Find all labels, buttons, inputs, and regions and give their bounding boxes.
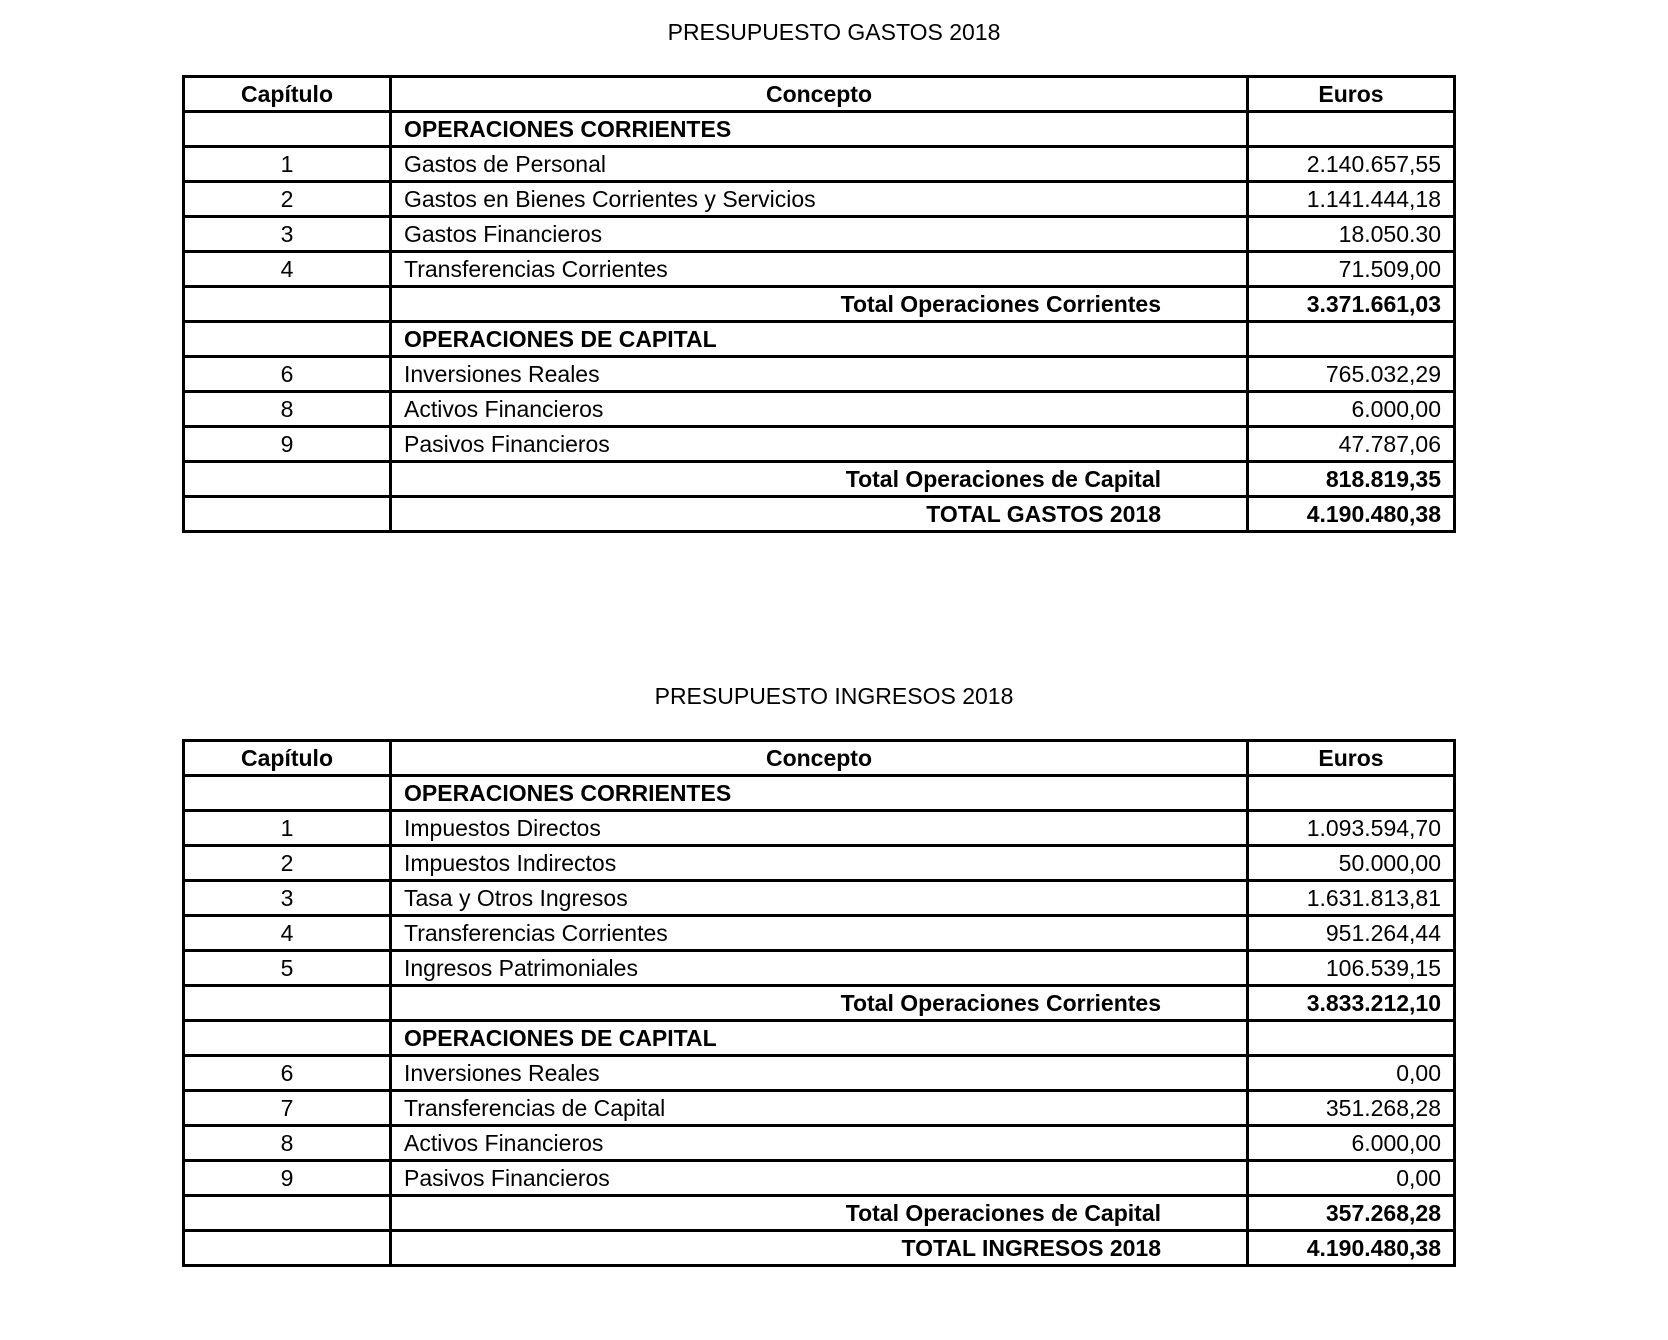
capitulo-cell bbox=[184, 112, 391, 147]
concepto-cell: TOTAL GASTOS 2018 bbox=[391, 497, 1248, 532]
capitulo-cell: 9 bbox=[184, 1161, 391, 1196]
concepto-cell: Activos Financieros bbox=[391, 392, 1248, 427]
table-row bbox=[184, 252, 1455, 287]
capitulo-cell bbox=[184, 986, 391, 1021]
concepto-cell: Ingresos Patrimoniales bbox=[391, 951, 1248, 986]
euros-cell: 357.268,28 bbox=[1248, 1196, 1455, 1231]
section-row bbox=[184, 776, 1455, 811]
capitulo-cell: 2 bbox=[184, 182, 391, 217]
concepto-cell: Pasivos Financieros bbox=[391, 427, 1248, 462]
header-capitulo: Capítulo bbox=[184, 77, 391, 112]
concepto-cell: Transferencias Corrientes bbox=[391, 252, 1248, 287]
concepto-cell: Inversiones Reales bbox=[391, 1056, 1248, 1091]
concepto-cell: Total Operaciones Corrientes bbox=[391, 287, 1248, 322]
table-row bbox=[184, 1056, 1455, 1091]
capitulo-cell: 6 bbox=[184, 357, 391, 392]
section-row bbox=[184, 1021, 1455, 1056]
total-row bbox=[184, 986, 1455, 1021]
concepto-cell: Impuestos Directos bbox=[391, 811, 1248, 846]
concepto-cell: Gastos Financieros bbox=[391, 217, 1248, 252]
euros-cell bbox=[1248, 776, 1455, 811]
concepto-cell: Activos Financieros bbox=[391, 1126, 1248, 1161]
euros-cell: 6.000,00 bbox=[1248, 1126, 1455, 1161]
header-euros: Euros bbox=[1248, 741, 1455, 776]
euros-cell bbox=[1248, 1021, 1455, 1056]
capitulo-cell bbox=[184, 462, 391, 497]
header-concepto: Concepto bbox=[391, 741, 1248, 776]
concepto-cell: Pasivos Financieros bbox=[391, 1161, 1248, 1196]
header-concepto: Concepto bbox=[391, 77, 1248, 112]
capitulo-cell: 6 bbox=[184, 1056, 391, 1091]
table-row bbox=[184, 147, 1455, 182]
section-row bbox=[184, 112, 1455, 147]
capitulo-cell bbox=[184, 1231, 391, 1266]
capitulo-cell: 9 bbox=[184, 427, 391, 462]
concepto-cell: Total Operaciones Corrientes bbox=[391, 986, 1248, 1021]
total-row bbox=[184, 462, 1455, 497]
total-row bbox=[184, 497, 1455, 532]
euros-cell: 1.631.813,81 bbox=[1248, 881, 1455, 916]
concepto-cell: Total Operaciones de Capital bbox=[391, 1196, 1248, 1231]
gastos-title: PRESUPUESTO GASTOS 2018 bbox=[667, 19, 1001, 45]
capitulo-cell: 1 bbox=[184, 811, 391, 846]
ingresos-title: PRESUPUESTO INGRESOS 2018 bbox=[654, 683, 1014, 709]
header-row bbox=[184, 741, 1455, 776]
capitulo-cell: 2 bbox=[184, 846, 391, 881]
euros-cell: 2.140.657,55 bbox=[1248, 147, 1455, 182]
ingresos-table bbox=[182, 739, 1456, 1267]
header-euros: Euros bbox=[1248, 77, 1455, 112]
table-row bbox=[184, 182, 1455, 217]
concepto-cell: Transferencias de Capital bbox=[391, 1091, 1248, 1126]
euros-cell bbox=[1248, 322, 1455, 357]
euros-cell: 765.032,29 bbox=[1248, 357, 1455, 392]
euros-cell: 351.268,28 bbox=[1248, 1091, 1455, 1126]
euros-cell: 50.000,00 bbox=[1248, 846, 1455, 881]
euros-cell bbox=[1248, 112, 1455, 147]
capitulo-cell: 4 bbox=[184, 916, 391, 951]
capitulo-cell bbox=[184, 1021, 391, 1056]
capitulo-cell: 4 bbox=[184, 252, 391, 287]
table-row bbox=[184, 1091, 1455, 1126]
capitulo-cell bbox=[184, 322, 391, 357]
table-row bbox=[184, 846, 1455, 881]
euros-cell: 0,00 bbox=[1248, 1056, 1455, 1091]
euros-cell: 951.264,44 bbox=[1248, 916, 1455, 951]
table-row bbox=[184, 881, 1455, 916]
concepto-cell: Tasa y Otros Ingresos bbox=[391, 881, 1248, 916]
euros-cell: 818.819,35 bbox=[1248, 462, 1455, 497]
concepto-cell: OPERACIONES CORRIENTES bbox=[391, 112, 1248, 147]
capitulo-cell bbox=[184, 497, 391, 532]
euros-cell: 1.093.594,70 bbox=[1248, 811, 1455, 846]
table-row bbox=[184, 1161, 1455, 1196]
euros-cell: 4.190.480,38 bbox=[1248, 1231, 1455, 1266]
total-row bbox=[184, 1196, 1455, 1231]
concepto-cell: OPERACIONES DE CAPITAL bbox=[391, 322, 1248, 357]
capitulo-cell: 1 bbox=[184, 147, 391, 182]
concepto-cell: Gastos de Personal bbox=[391, 147, 1248, 182]
euros-cell: 3.371.661,03 bbox=[1248, 287, 1455, 322]
capitulo-cell: 7 bbox=[184, 1091, 391, 1126]
euros-cell: 71.509,00 bbox=[1248, 252, 1455, 287]
concepto-cell: Impuestos Indirectos bbox=[391, 846, 1248, 881]
concepto-cell: TOTAL INGRESOS 2018 bbox=[391, 1231, 1248, 1266]
euros-cell: 0,00 bbox=[1248, 1161, 1455, 1196]
table-row bbox=[184, 427, 1455, 462]
table-row bbox=[184, 811, 1455, 846]
concepto-cell: Inversiones Reales bbox=[391, 357, 1248, 392]
gastos-table bbox=[182, 75, 1456, 533]
table-row bbox=[184, 951, 1455, 986]
concepto-cell: Gastos en Bienes Corrientes y Servicios bbox=[391, 182, 1248, 217]
table-row bbox=[184, 392, 1455, 427]
euros-cell: 4.190.480,38 bbox=[1248, 497, 1455, 532]
concepto-cell: OPERACIONES CORRIENTES bbox=[391, 776, 1248, 811]
table-row bbox=[184, 916, 1455, 951]
capitulo-cell: 8 bbox=[184, 1126, 391, 1161]
total-row bbox=[184, 287, 1455, 322]
euros-cell: 106.539,15 bbox=[1248, 951, 1455, 986]
euros-cell: 6.000,00 bbox=[1248, 392, 1455, 427]
euros-cell: 3.833.212,10 bbox=[1248, 986, 1455, 1021]
capitulo-cell bbox=[184, 1196, 391, 1231]
capitulo-cell: 3 bbox=[184, 881, 391, 916]
concepto-cell: Transferencias Corrientes bbox=[391, 916, 1248, 951]
header-row bbox=[184, 77, 1455, 112]
capitulo-cell bbox=[184, 776, 391, 811]
total-row bbox=[184, 1231, 1455, 1266]
header-capitulo: Capítulo bbox=[184, 741, 391, 776]
capitulo-cell: 3 bbox=[184, 217, 391, 252]
concepto-cell: Total Operaciones de Capital bbox=[391, 462, 1248, 497]
section-row bbox=[184, 322, 1455, 357]
concepto-cell: OPERACIONES DE CAPITAL bbox=[391, 1021, 1248, 1056]
euros-cell: 47.787,06 bbox=[1248, 427, 1455, 462]
table-row bbox=[184, 217, 1455, 252]
euros-cell: 18.050.30 bbox=[1248, 217, 1455, 252]
capitulo-cell: 5 bbox=[184, 951, 391, 986]
table-row bbox=[184, 357, 1455, 392]
capitulo-cell: 8 bbox=[184, 392, 391, 427]
euros-cell: 1.141.444,18 bbox=[1248, 182, 1455, 217]
capitulo-cell bbox=[184, 287, 391, 322]
table-row bbox=[184, 1126, 1455, 1161]
